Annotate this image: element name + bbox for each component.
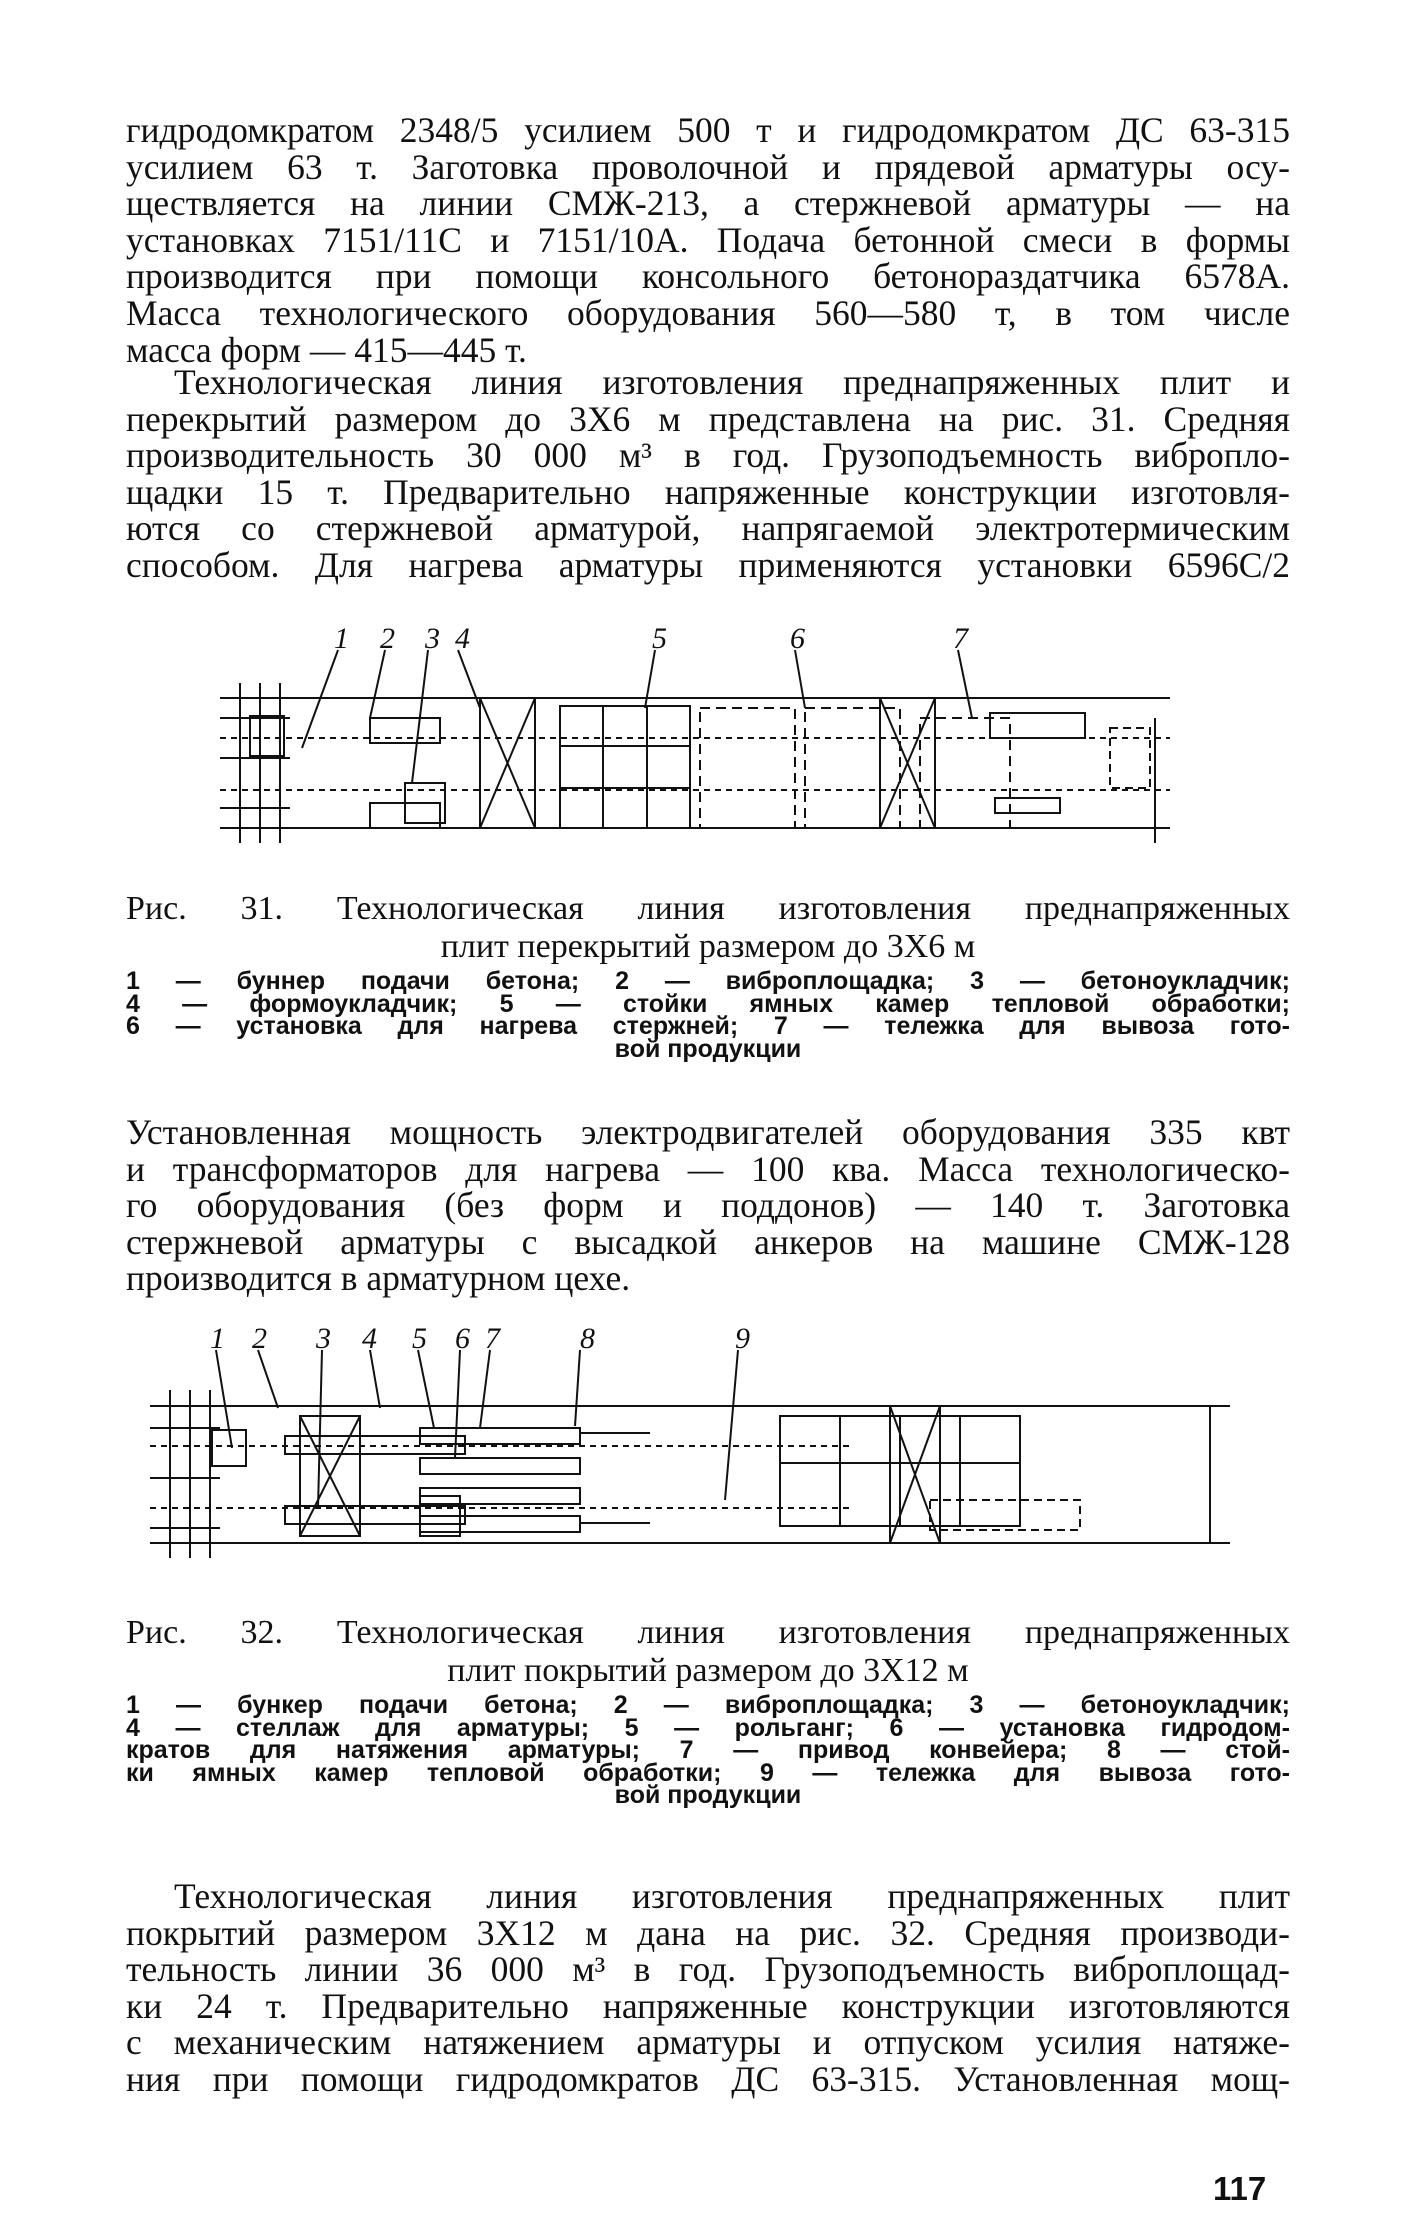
figure-label: 6 [790, 628, 805, 655]
paragraph-1 [126, 112, 1290, 368]
text-line: производится при помощи консольного бетонораздатчика 6578А. [126, 256, 1290, 297]
figure-label: 1 [334, 628, 349, 655]
text-line: ния при помощи гидродомкратов ДС 63-315. Установленная мощ- [126, 2058, 1290, 2099]
figure-label: 7 [485, 1328, 500, 1355]
text-line: Технологическая линия изготовления преднапряженных плит и [174, 362, 1290, 402]
legend-line: 4 — формоукладчик; 5 — стойки ямных камер тепловой обработки; [126, 989, 1290, 1018]
figure-32-caption [126, 1614, 1290, 1807]
text-line: и трансформаторов для нагрева — 100 ква. Масса технологическо- [126, 1148, 1290, 1189]
legend-line: 6 — установка для нагрева стержней; 7 — тележка для вывоза гото- [126, 1012, 1290, 1040]
legend-line: 1 — буннер подачи бетона; 2 — виброплощадка; 3 — бетоноукладчик; [126, 967, 1290, 995]
text-line: перекрытий размером до 3Х6 м представлена на рис. 31. Средняя [126, 398, 1290, 439]
legend-line: ки ямных камер тепловой обработки; 9 — тележка для вывоза гото- [126, 1758, 1290, 1787]
legend-line: 4 — стеллаж для арматуры; 5 — рольганг; 6 — установка гидродом- [126, 1713, 1290, 1742]
figure-label: 5 [412, 1328, 427, 1355]
text-line: го оборудования (без форм и поддонов) — 140 т. Заготовка [126, 1185, 1290, 1226]
figure-32-legend [126, 1691, 1290, 1809]
figure-label: 1 [210, 1328, 225, 1355]
caption-line: Рис. 32. Технологическая линия изготовления преднапряженных [126, 1614, 1290, 1651]
text-line: ются со стержневой арматурой, напрягаемой электротермическим [126, 508, 1290, 549]
text-line: гидродомкратом 2348/5 усилием 500 т и гидродомкратом ДС 63-315 [126, 110, 1290, 150]
page-number: 117 [1213, 2170, 1267, 2207]
text-line: ществляется на линии СМЖ-213, а стержневой арматуры — на [126, 183, 1290, 224]
text-line: масса форм — 415—445 т. [126, 329, 527, 370]
figure-label: 6 [455, 1328, 470, 1355]
text-line: Установленная мощность электродвигателей оборудования 335 квт [126, 1112, 1290, 1152]
text-line: стержневой арматуры с высадкой анкеров на машине СМЖ-128 [126, 1221, 1290, 1262]
figure-label: 7 [953, 628, 968, 655]
figure-label: 8 [580, 1328, 595, 1355]
text-line: производительность 30 000 м³ в год. Грузоподъемность виброплo- [126, 435, 1290, 476]
legend-line: кратов для натяжения арматуры; 7 — привод конвейера; 8 — стой- [126, 1736, 1290, 1764]
figure-label: 2 [380, 628, 395, 655]
figure-label: 2 [252, 1328, 267, 1355]
figure-label: 4 [362, 1328, 377, 1355]
paragraph-2 [126, 364, 1290, 584]
figure-31-caption [126, 890, 1290, 1063]
caption-line: Рис. 31. Технологическая линия изготовления преднапряженных [126, 890, 1290, 927]
figure-label: 9 [735, 1328, 750, 1355]
caption-title [126, 890, 1290, 966]
text-line: тельность линии 36 000 м³ в год. Грузоподъемность виброплощад- [126, 1949, 1290, 1990]
caption-line: плит покрытий размером до 3Х12 м [447, 1652, 969, 1689]
paragraph-3 [126, 1114, 1290, 1297]
text-line: щадки 15 т. Предварительно напряженные конструкции изготовля- [126, 471, 1290, 512]
text-line: ки 24 т. Предварительно напряженные конструкции изготовляются [126, 1985, 1290, 2026]
figure-32-diagram [150, 1328, 1230, 1578]
figure-label: 3 [425, 628, 440, 655]
caption-title [126, 1614, 1290, 1690]
text-line: установках 7151/11С и 7151/10А. Подача бетонной смеси в формы [126, 219, 1290, 260]
figure-label: 5 [652, 628, 667, 655]
text-line: способом. Для нагрева арматуры применяются установки 6596С/2 [126, 544, 1290, 585]
figure-label: 3 [316, 1328, 331, 1355]
text-line: Технологическая линия изготовления преднапряженных плит [174, 1876, 1290, 1916]
text-line: покрытий размером 3Х12 м дана на рис. 32. Средняя производи- [126, 1912, 1290, 1953]
caption-line: плит перекрытий размером до 3Х6 м [440, 928, 976, 965]
text-line: производится в арматурном цехе. [126, 1258, 631, 1299]
legend-line: вой продукции [614, 1034, 802, 1063]
text-line: с механическим натяжением арматуры и отпуском усилия натяже- [126, 2022, 1290, 2063]
figure-31-legend [126, 967, 1290, 1063]
paragraph-4 [126, 1878, 1290, 2098]
legend-line: вой продукции [614, 1781, 802, 1809]
text-line: усилием 63 т. Заготовка проволочной и прядевой арматуры осу- [126, 146, 1290, 187]
figure-label: 4 [455, 628, 470, 655]
legend-line: 1 — бункер подачи бетона; 2 — виброплощадка; 3 — бетоноукладчик; [126, 1691, 1290, 1719]
text-line: Масса технологического оборудования 560—580 т, в том числе [126, 292, 1290, 333]
figure-31-diagram [220, 628, 1170, 868]
